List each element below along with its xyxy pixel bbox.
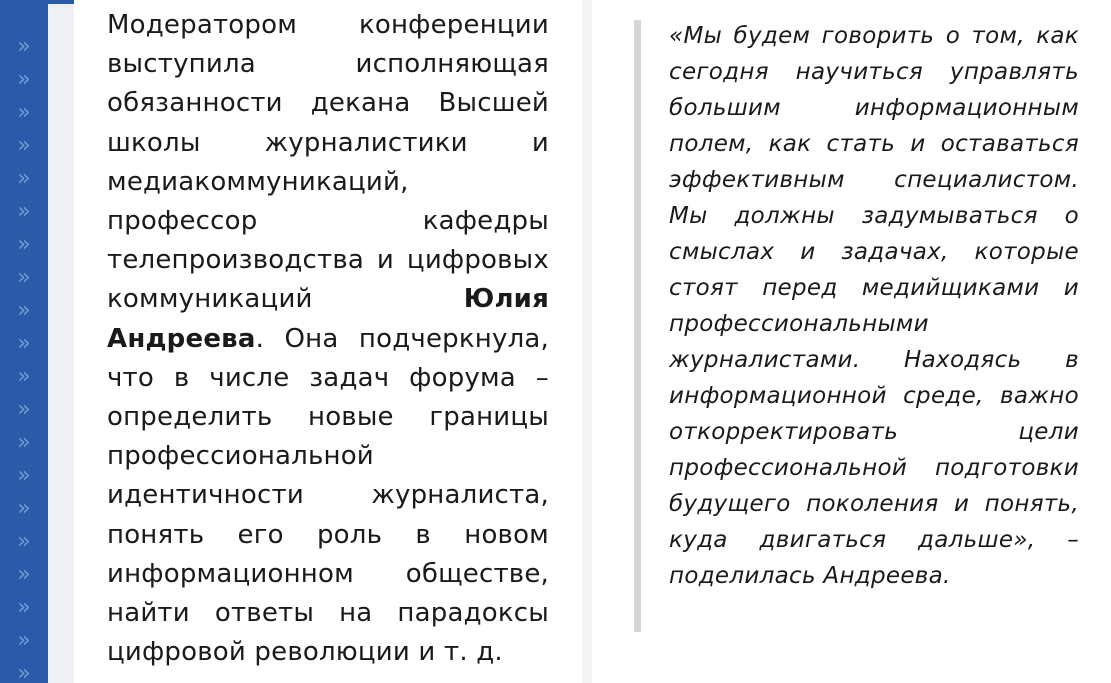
left-decorative-rail <box>0 0 48 683</box>
double-chevron-right-icon: » <box>17 529 31 554</box>
double-chevron-right-icon: » <box>17 562 31 587</box>
rail-gap <box>48 0 74 683</box>
double-chevron-right-icon: » <box>17 331 31 356</box>
double-chevron-right-icon: » <box>17 364 31 389</box>
double-chevron-right-icon: » <box>17 397 31 422</box>
paragraph-text-start: Модератором конференции выступила исполняющая обязанности декана Высшей школы журналистики и медиакоммуникаций, профессор кафедры телепроизводства и цифровых коммуникаций <box>107 10 549 315</box>
column-shadow <box>582 0 592 683</box>
double-chevron-right-icon: » <box>17 166 31 191</box>
double-chevron-right-icon: » <box>17 34 31 59</box>
article-paragraph <box>107 6 549 672</box>
double-chevron-right-icon: » <box>17 232 31 257</box>
double-chevron-right-icon: » <box>17 430 31 455</box>
double-chevron-right-icon: » <box>17 661 31 683</box>
quote-text: «Мы будем говорить о том, как сегодня научиться управлять большим информационным полем, как стать и оставаться эффективным специалистом. Мы должны задумываться о смыслах и задачах, которые стоят перед медийщиками и профессиональными журналистами. Находясь в информационной среде, важно откорректировать цели профессиональной подготовки будущего поколения и понять, куда двигаться дальше», – поделилась Андреева. <box>669 23 1079 589</box>
double-chevron-right-icon: » <box>17 298 31 323</box>
double-chevron-right-icon: » <box>17 496 31 521</box>
double-chevron-right-icon: » <box>17 199 31 224</box>
moderator-name: Юлия Андреева <box>107 284 549 354</box>
double-chevron-right-icon: » <box>17 628 31 653</box>
double-chevron-right-icon: » <box>17 133 31 158</box>
double-chevron-right-icon: » <box>17 100 31 125</box>
double-chevron-right-icon: » <box>17 595 31 620</box>
double-chevron-right-icon: » <box>17 463 31 488</box>
double-chevron-right-icon: » <box>17 67 31 92</box>
double-chevron-right-icon: » <box>17 265 31 290</box>
paragraph-text-end: . Она подчеркнула, что в числе задач форума – определить новые границы профессиональной идентичности журналиста, понять его роль в новом информационном обществе, найти ответы на парадоксы цифровой революции и т. д. <box>107 323 549 668</box>
quote-bar <box>634 20 641 632</box>
